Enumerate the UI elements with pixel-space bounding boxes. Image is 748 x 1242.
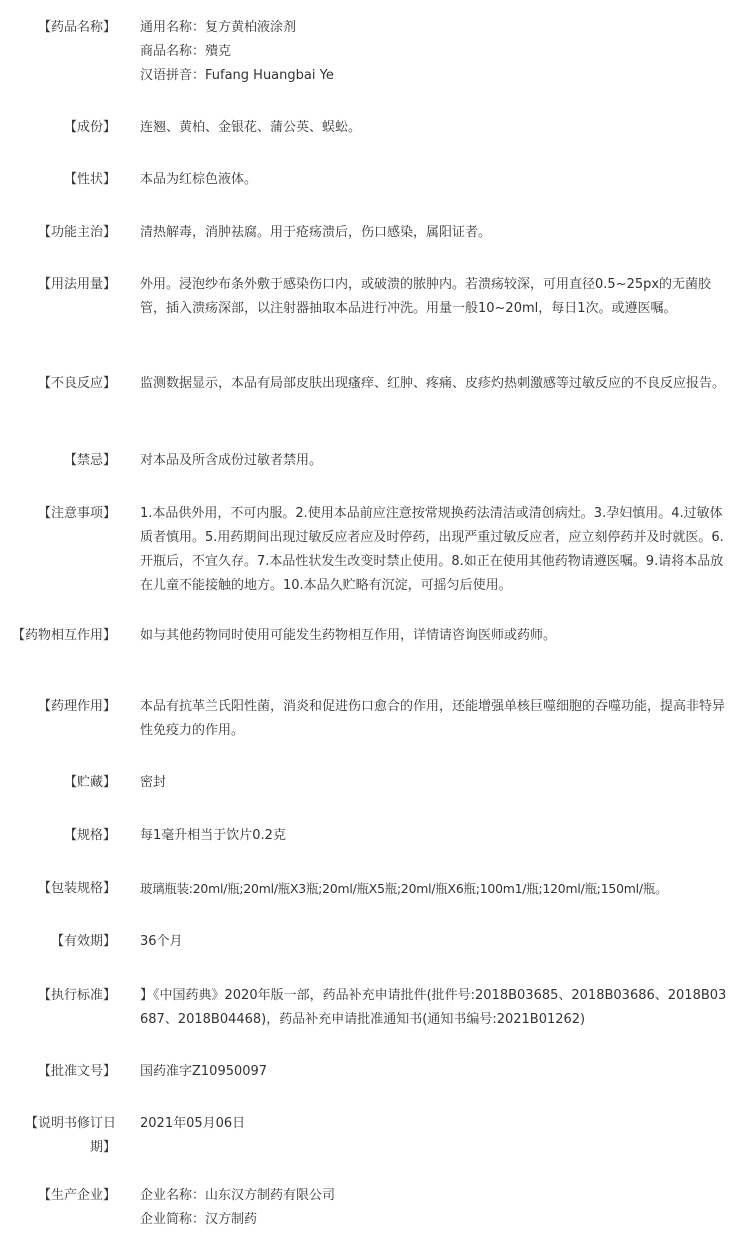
brand-name: 商品名称：殨克 — [140, 44, 232, 59]
section-indications — [0, 221, 732, 245]
section-pharmacology — [0, 695, 732, 743]
section-value — [140, 168, 732, 192]
section-text: 密封 — [140, 775, 167, 790]
section-value — [140, 16, 732, 88]
section-ingredients — [0, 116, 732, 140]
section-label: 【包装规格】 — [37, 881, 116, 896]
section-label: 【禁忌】 — [63, 453, 116, 468]
section-label: 【药理作用】 — [37, 699, 116, 714]
section-value — [140, 116, 732, 140]
company-short-name: 企业简称：汉方制药 — [140, 1212, 258, 1227]
section-text: 如与其他药物同时使用可能发生药物相互作用，详情请咨询医师或药师。 — [140, 628, 557, 643]
section-text: 本品为红棕色液体。 — [140, 172, 258, 187]
section-label: 【批准文号】 — [37, 1064, 116, 1079]
section-text: 监测数据显示，本品有局部皮肤出现瘙痒、红肿、疼痛、皮疹灼热刺激感等过敏反应的不良反应报告。 — [140, 376, 726, 391]
section-text: 2021年05月06日 — [140, 1116, 246, 1131]
pinyin-name: 汉语拼音：Fufang Huangbai Ye — [140, 68, 334, 83]
section-dosage — [0, 273, 732, 321]
section-text: 36个月 — [140, 934, 183, 949]
section-value — [140, 824, 732, 848]
section-text: 】《中国药典》2020年版一部，药品补充申请批件(批件号:2018B03685、2018B03686、2018B03687、2018B04468)，药品补充申请批准通知书(通知书编号:2021B01262) — [140, 988, 727, 1027]
section-text: 外用。浸泡纱布条外敷于感染伤口内，或破溃的脓肿内。若溃疡较深，可用直径0.5~25px的无菌胶管，插入溃疡深部，以注射器抽取本品进行冲洗。用量一般10~20ml，每日1次。或遵医嘱。 — [140, 277, 712, 316]
section-storage — [0, 771, 732, 795]
section-label: 【规格】 — [63, 828, 116, 843]
section-label: 【成份】 — [63, 120, 116, 135]
company-name: 企业名称：山东汉方制药有限公司 — [140, 1188, 336, 1203]
section-manufacturer — [0, 1184, 732, 1232]
section-value — [140, 695, 732, 743]
section-label: 【执行标准】 — [37, 988, 116, 1003]
section-label: 【药品名称】 — [37, 20, 116, 35]
section-packaging — [0, 877, 732, 901]
section-value — [140, 449, 732, 473]
section-specification — [0, 824, 732, 848]
section-value — [140, 624, 732, 648]
section-value — [140, 930, 732, 954]
section-label: 【功能主治】 — [37, 225, 116, 240]
section-text: 每1毫升相当于饮片0.2克 — [140, 828, 286, 843]
section-value — [140, 1112, 732, 1136]
section-value — [140, 984, 732, 1032]
section-value — [140, 221, 732, 245]
section-revision-date — [0, 1112, 732, 1160]
section-standard — [0, 984, 732, 1032]
section-value — [140, 1184, 732, 1232]
section-appearance — [0, 168, 732, 192]
section-label: 【生产企业】 — [37, 1188, 116, 1203]
section-text: 国药准字Z10950097 — [140, 1064, 268, 1079]
section-value — [140, 877, 732, 901]
section-label: 【不良反应】 — [37, 376, 116, 391]
section-adverse-reactions — [0, 372, 732, 396]
section-value — [140, 771, 732, 795]
section-value — [140, 372, 732, 396]
section-text: 对本品及所含成份过敏者禁用。 — [140, 453, 323, 468]
section-text: 本品有抗革兰氏阳性菌，消炎和促进伤口愈合的作用，还能增强单核巨噬细胞的吞噬功能，提高非特异性免疫力的作用。 — [140, 699, 726, 738]
section-text: 清热解毒，消肿祛腐。用于疮疡溃后，伤口感染，属阳证者。 — [140, 225, 492, 240]
section-label: 【注意事项】 — [37, 506, 116, 521]
section-label: 【贮藏】 — [63, 775, 116, 790]
section-contraindications — [0, 449, 732, 473]
section-text: 1.本品供外用，不可内服。2.使用本品前应注意按常规换药法清洁或清创病灶。3.孕妇慎用。4.过敏体质者慎用。5.用药期间出现过敏反应者应及时停药，出现严重过敏反应者，应立刻停药并及时就医。6.开瓶后，不宜久存。7.本品性状发生改变时禁止使用。8.如正在使用其他药物请遵医嘱。9.请将本品放在儿童不能接触的地方。10.本品久贮略有沉淀，可摇匀后使用。 — [140, 506, 724, 593]
section-drug-name — [0, 16, 732, 88]
section-value — [140, 1060, 732, 1084]
section-value — [140, 502, 732, 598]
section-value — [140, 273, 732, 321]
section-text: 连翘、黄柏、金银花、蒲公英、蜈蚣。 — [140, 120, 362, 135]
section-label: 【说明书修订日期】 — [24, 1116, 116, 1155]
section-drug-interactions — [0, 624, 732, 648]
section-label: 【药物相互作用】 — [11, 628, 116, 643]
section-text: 玻璃瓶装:20ml/瓶;20ml/瓶X3瓶;20ml/瓶X5瓶;20ml/瓶X6瓶;100m1/瓶;120ml/瓶;150ml/瓶。 — [140, 881, 668, 896]
section-label: 【用法用量】 — [37, 277, 116, 292]
section-approval-number — [0, 1060, 732, 1084]
section-label: 【有效期】 — [50, 934, 116, 949]
section-precautions — [0, 502, 732, 598]
section-expiry — [0, 930, 732, 954]
section-label: 【性状】 — [63, 172, 116, 187]
generic-name: 通用名称：复方黄柏液涂剂 — [140, 20, 297, 35]
